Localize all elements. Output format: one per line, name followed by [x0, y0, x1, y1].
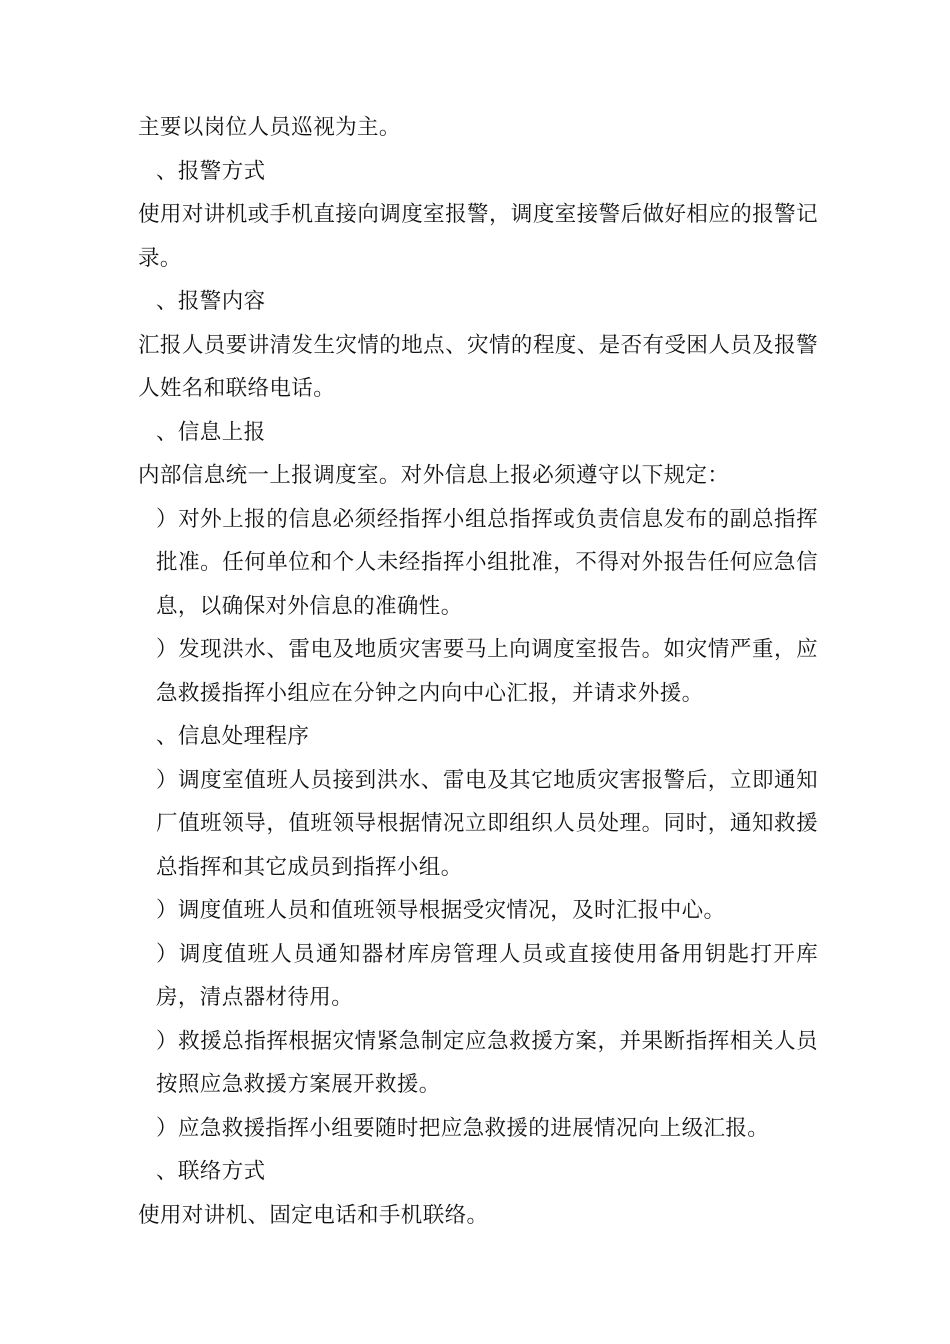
section-heading: 、报警内容: [156, 289, 266, 314]
list-item: ）发现洪水、雷电及地质灾害要马上向调度室报告。如灾情严重，应急救援指挥小组应在分钟之内向中心汇报，并请求外援。: [156, 637, 818, 706]
body-paragraph: 使用对讲机、固定电话和手机联络。: [138, 1202, 489, 1228]
list-item: ）救援总指挥根据灾情紧急制定应急救援方案，并果断指挥相关人员按照应急救援方案展开救援。: [156, 1028, 818, 1097]
body-paragraph: 汇报人员要讲清发生灾情的地点、灾情的程度、是否有受困人员及报警人姓名和联络电话。: [138, 332, 818, 401]
section-heading: 、信息上报: [156, 419, 266, 445]
section-heading: 、报警方式: [156, 158, 266, 184]
list-item: ）对外上报的信息必须经指挥小组总指挥或负责信息发布的副总指挥批准。任何单位和个人未经指挥小组批准，不得对外报告任何应急信息，以确保对外信息的准确性。: [156, 506, 818, 619]
body-paragraph: 使用对讲机或手机直接向调度室报警，调度室接警后做好相应的报警记录。: [138, 202, 818, 271]
list-item: ）调度值班人员和值班领导根据受灾情况，及时汇报中心。: [156, 898, 726, 923]
document-body: [138, 106, 818, 1237]
section-heading: 、信息处理程序: [156, 724, 310, 749]
list-item: ）调度值班人员通知器材库房管理人员或直接使用备用钥匙打开库房，清点器材待用。: [156, 941, 818, 1010]
section-heading: 、联络方式: [156, 1159, 266, 1184]
list-item: ）调度室值班人员接到洪水、雷电及其它地质灾害报警后，立即通知厂值班领导，值班领导根据情况立即组织人员处理。同时，通知救援总指挥和其它成员到指挥小组。: [156, 767, 818, 880]
body-paragraph: 主要以岗位人员巡视为主。: [138, 115, 401, 140]
list-item: ）应急救援指挥小组要随时把应急救援的进展情况向上级汇报。: [156, 1115, 770, 1141]
body-paragraph: 内部信息统一上报调度室。对外信息上报必须遵守以下规定：: [138, 463, 730, 488]
